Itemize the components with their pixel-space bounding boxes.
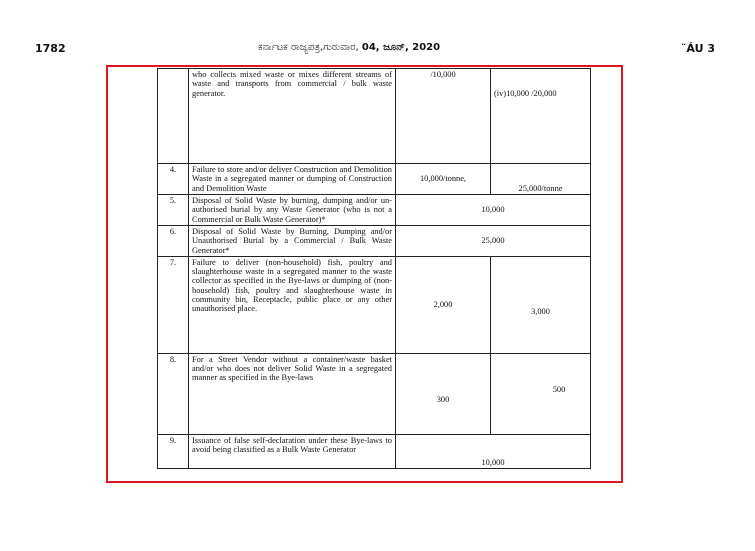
table-row xyxy=(158,353,591,434)
row-amount: 10,000 xyxy=(396,434,591,468)
row-amount-first: /10,000 xyxy=(396,69,491,164)
row-description: who collects mixed waste or mixes different streams of waste and transports from commercial / bulk waste generator. xyxy=(189,69,396,164)
row-description: Disposal of Solid Waste by Burning, Dumping and/or Unauthorised Burial by a Commercial / Bulk Waste Generator* xyxy=(189,226,396,257)
table-row xyxy=(158,69,591,164)
row-number: 4. xyxy=(158,164,189,195)
page-number: 1782 xyxy=(35,42,66,55)
row-number: 5. xyxy=(158,195,189,226)
row-amount: 10,000 xyxy=(396,195,591,226)
row-amount-first: 2,000 xyxy=(396,256,491,353)
section-label: ¨ÁU 3 xyxy=(680,42,715,55)
row-number: 8. xyxy=(158,353,189,434)
row-amount-second: 25,000/tonne xyxy=(491,164,591,195)
row-description: Failure to store and/or deliver Construction and Demolition Waste in a segregated manner or dumping of Construction and Demolition Waste xyxy=(189,164,396,195)
table-row xyxy=(158,256,591,353)
row-number: 6. xyxy=(158,226,189,257)
row-description: Failure to deliver (non-household) fish, poultry and slaughterhouse waste in a segregated manner to the waste collector as specified in the Bye-laws or dumping of (non-household) fish, poultry and slaughterhouse waste in community bin, Receptacle, public place or any other unauthorised place. xyxy=(189,256,396,353)
gazette-date: 04, ಜೂನ್, 2020 xyxy=(361,42,441,53)
row-description: Disposal of Solid Waste by burning, dumping and/or un-authorised burial by any Waste Generator (who is not a Commercial or Bulk Waste Generator)* xyxy=(189,195,396,226)
gazette-title: ಕರ್ನಾಟಕ ರಾಜ್ಯಪತ್ರ,ಗುರುವಾರ, xyxy=(258,42,359,53)
row-number: 7. xyxy=(158,256,189,353)
table-row xyxy=(158,195,591,226)
row-amount-second: 500 xyxy=(491,353,591,434)
table-row xyxy=(158,434,591,468)
row-amount-first: 300 xyxy=(396,353,491,434)
table-row xyxy=(158,164,591,195)
table-row xyxy=(158,226,591,257)
row-amount: 25,000 xyxy=(396,226,591,257)
row-number xyxy=(158,69,189,164)
penalty-table xyxy=(157,68,591,469)
row-amount-second-text: (iv)10,000 /20,000 xyxy=(494,89,557,98)
row-number: 9. xyxy=(158,434,189,468)
row-amount-second xyxy=(491,69,591,164)
row-description: For a Street Vendor without a container/waste basket and/or who does not deliver Solid Waste in a segregated manner as specified in the Bye-laws xyxy=(189,353,396,434)
row-amount-first: 10,000/tonne, xyxy=(396,164,491,195)
gazette-header xyxy=(258,42,440,53)
row-amount-second: 3,000 xyxy=(491,256,591,353)
row-description: Issuance of false self-declaration under these Bye-laws to avoid being classified as a Bulk Waste Generator xyxy=(189,434,396,468)
